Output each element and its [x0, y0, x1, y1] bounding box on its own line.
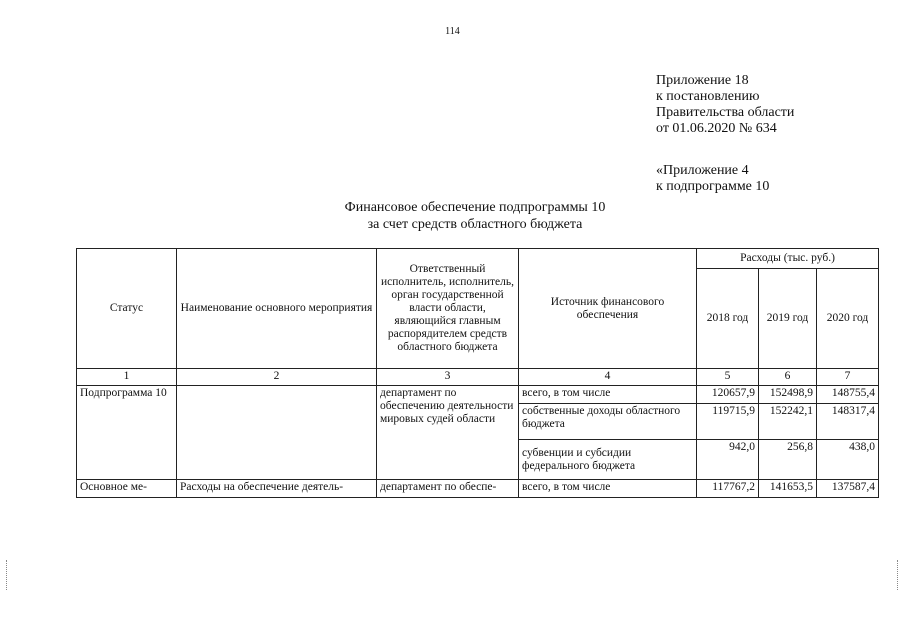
- header-year-2020: 2020 год: [817, 269, 879, 369]
- scan-edge-mark: [6, 560, 8, 590]
- header-responsible: Ответственный исполнитель, исполнитель, орган государственной власти области, являющийся главным распорядителем средств областного бюджета: [377, 249, 519, 369]
- value-2018: 120657,9: [697, 386, 759, 404]
- appendix-line: Приложение 18: [656, 73, 749, 88]
- value-2020: 148317,4: [817, 404, 879, 440]
- header-status: Статус: [77, 249, 177, 369]
- value-2019: 141653,5: [759, 480, 817, 498]
- header-year-2018: 2018 год: [697, 269, 759, 369]
- table-row: [77, 386, 879, 404]
- value-2018: 942,0: [697, 440, 759, 480]
- header-source: Источник финансового обеспечения: [519, 249, 697, 369]
- source-cell: субвенции и субсидии федерального бюджета: [519, 440, 697, 480]
- column-number: 3: [377, 369, 519, 386]
- appendix-line: от 01.06.2020 № 634: [656, 121, 777, 136]
- value-2018: 117767,2: [697, 480, 759, 498]
- column-number: 6: [759, 369, 817, 386]
- source-cell: собственные доходы областного бюджета: [519, 404, 697, 440]
- header-expenses: Расходы (тыс. руб.): [697, 249, 879, 269]
- source-cell: всего, в том числе: [519, 386, 697, 404]
- value-2019: 256,8: [759, 440, 817, 480]
- column-number: 5: [697, 369, 759, 386]
- header-measure: Наименование основного мероприятия: [177, 249, 377, 369]
- appendix-sub-block: [656, 163, 769, 195]
- column-number: 1: [77, 369, 177, 386]
- source-cell: всего, в том числе: [519, 480, 697, 498]
- financing-table: [76, 248, 879, 498]
- appendix-line: к постановлению: [656, 89, 760, 104]
- status-cell: Подпрограмма 10: [77, 386, 177, 480]
- column-number: 4: [519, 369, 697, 386]
- column-number: 2: [177, 369, 377, 386]
- responsible-cell: департамент по обеспе-: [377, 480, 519, 498]
- measure-cell: Расходы на обеспечение деятель-: [177, 480, 377, 498]
- appendix-line: Правительства области: [656, 105, 795, 120]
- page-number: 114: [445, 26, 460, 37]
- document-title: [300, 199, 650, 233]
- value-2020: 148755,4: [817, 386, 879, 404]
- value-2019: 152498,9: [759, 386, 817, 404]
- column-number: 7: [817, 369, 879, 386]
- value-2020: 438,0: [817, 440, 879, 480]
- value-2020: 137587,4: [817, 480, 879, 498]
- table-row: [77, 480, 879, 498]
- value-2018: 119715,9: [697, 404, 759, 440]
- status-cell: Основное ме-: [77, 480, 177, 498]
- responsible-cell: департамент по обеспечению деятельности мировых судей области: [377, 386, 519, 480]
- title-line: Финансовое обеспечение подпрограммы 10: [344, 200, 606, 215]
- appendix-block: [656, 73, 794, 137]
- measure-cell: [177, 386, 377, 480]
- scan-edge-mark: [897, 560, 899, 590]
- title-line: за счет средств областного бюджета: [367, 217, 583, 232]
- appendix-sub-line: к подпрограмме 10: [656, 179, 770, 194]
- appendix-sub-line: «Приложение 4: [656, 163, 749, 178]
- header-year-2019: 2019 год: [759, 269, 817, 369]
- value-2019: 152242,1: [759, 404, 817, 440]
